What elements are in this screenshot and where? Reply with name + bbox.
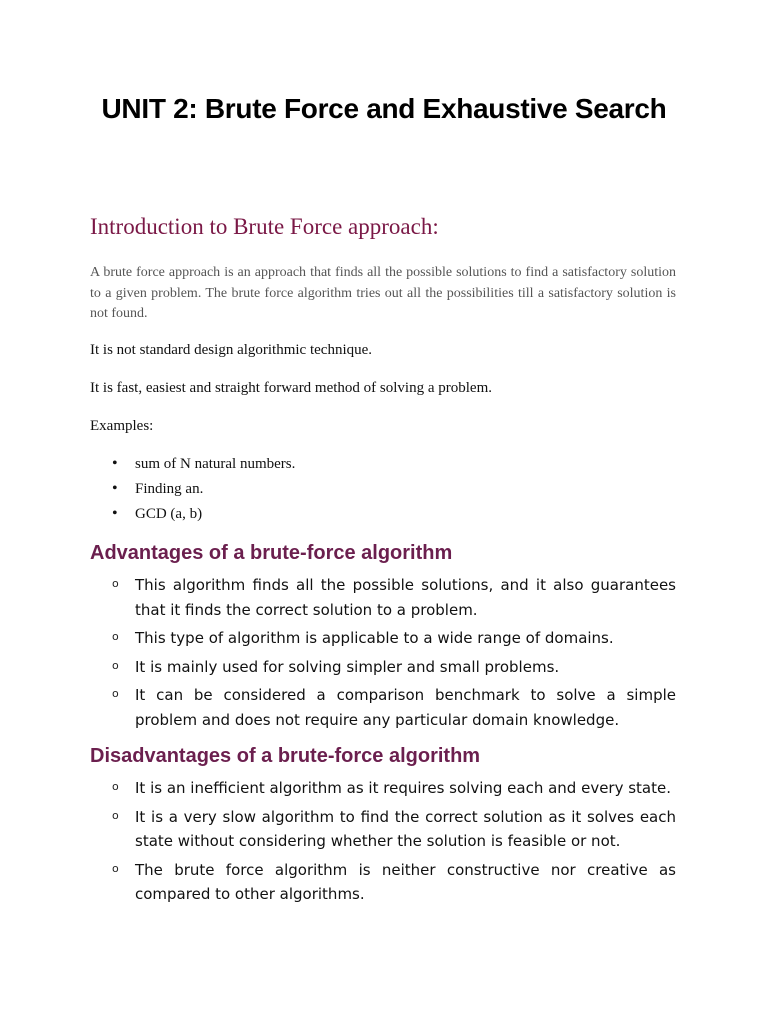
bullet-icon: • (112, 455, 118, 472)
circle-bullet-icon: o (112, 577, 119, 590)
example-text: GCD (a, b) (135, 506, 203, 522)
intro-line-fast: It is fast, easiest and straight forward method of solving a problem. (90, 380, 492, 396)
advantages-heading: Advantages of a brute-force algorithm (90, 542, 453, 564)
circle-bullet-icon: o (112, 861, 119, 875)
circle-bullet-icon: o (112, 687, 119, 700)
circle-bullet-icon: o (112, 780, 119, 793)
disadvantage-text: It is a very slow algorithm to find the correct solution as it solves each state without considering whether the solution is feasible or not. (135, 807, 676, 850)
example-text: Finding an. (135, 481, 204, 497)
disadvantage-text: It is an inefficient algorithm as it requires solving each and every state. (135, 779, 672, 797)
intro-line-standard: It is not standard design algorithmic technique. (90, 342, 373, 358)
intro-paragraph: A brute force approach is an approach that finds all the possible solutions to find a satisfactory solution to a given problem. The brute force algorithm tries out all the possibilities till a satisfactory solution is not found. (90, 265, 676, 321)
list-item (90, 626, 676, 651)
example-text: sum of N natural numbers. (135, 456, 296, 472)
examples-label: Examples: (90, 418, 154, 434)
disadvantage-text: The brute force algorithm is neither constructive nor creative as compared to other algorithms. (135, 860, 676, 903)
list-item (90, 858, 676, 907)
list-item (90, 805, 676, 854)
bullet-icon: • (112, 505, 118, 522)
list-item (90, 655, 676, 680)
list-item (90, 683, 676, 732)
list-item (90, 573, 676, 622)
advantage-text: It is mainly used for solving simpler and small problems. (135, 657, 560, 676)
disadvantages-heading: Disadvantages of a brute-force algorithm (90, 745, 481, 767)
page-title: UNIT 2: Brute Force and Exhaustive Search (101, 93, 667, 124)
circle-bullet-icon: o (112, 808, 119, 822)
intro-heading: Introduction to Brute Force approach: (90, 214, 439, 239)
advantages-list (90, 573, 676, 736)
circle-bullet-icon: o (112, 630, 119, 643)
advantage-text: This type of algorithm is applicable to a wide range of domains. (135, 629, 614, 647)
bullet-icon: • (112, 480, 118, 497)
circle-bullet-icon: o (112, 658, 119, 672)
advantage-text: It can be considered a comparison benchmark to solve a simple problem and does not require any particular domain knowledge. (135, 686, 676, 729)
advantage-text: This algorithm finds all the possible solutions, and it also guarantees that it finds the correct solution to a problem. (135, 576, 676, 619)
list-item (90, 776, 676, 801)
disadvantages-list (90, 776, 676, 911)
